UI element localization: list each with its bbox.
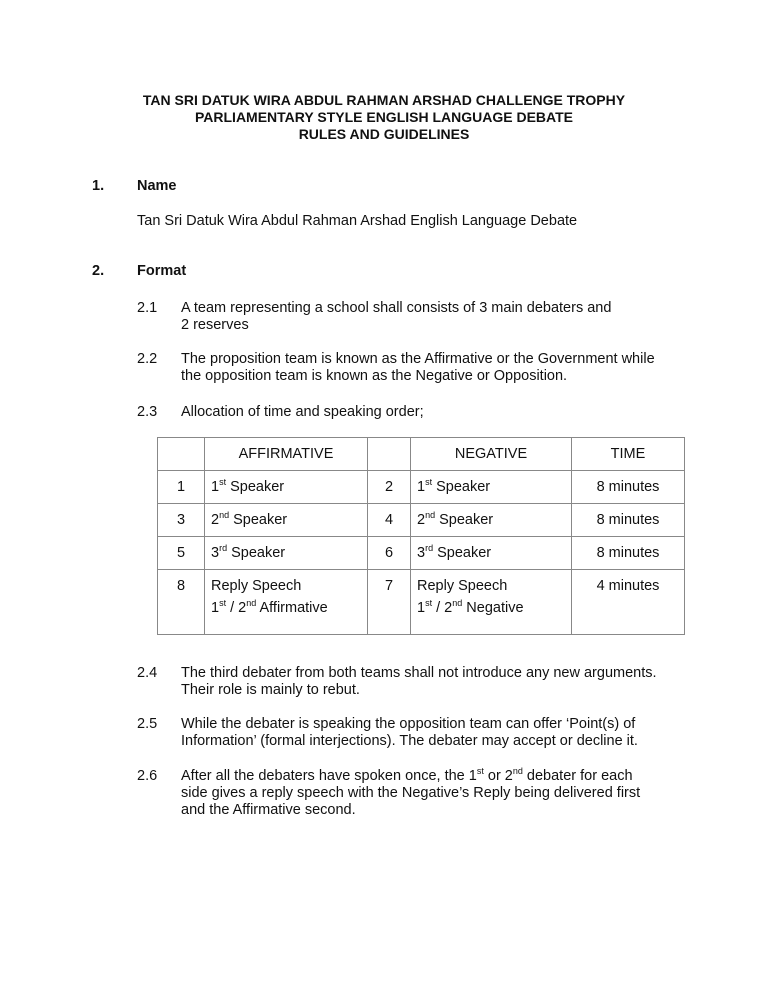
neg-order: 2 — [368, 471, 411, 504]
table-row — [158, 504, 685, 537]
item-2-5-line2: Information’ (formal interjections). The debater may accept or decline it. — [181, 733, 638, 749]
table-header-row — [158, 438, 685, 471]
item-2-1-line1: A team representing a school shall consists of 3 main debaters and — [181, 300, 612, 316]
table-header-time: TIME — [572, 438, 685, 471]
aff-order: 3 — [158, 504, 205, 537]
speech-time: 8 minutes — [572, 537, 685, 570]
neg-order: 4 — [368, 504, 411, 537]
item-2-5-line1: While the debater is speaking the opposition team can offer ‘Point(s) of — [181, 716, 636, 732]
speech-time: 8 minutes — [572, 504, 685, 537]
item-2-2-text — [181, 351, 701, 385]
item-2-5-number: 2.5 — [137, 716, 158, 732]
item-2-1-number: 2.1 — [137, 300, 158, 316]
document-title-line2: PARLIAMENTARY STYLE ENGLISH LANGUAGE DEBATE — [194, 109, 573, 125]
table-row — [158, 471, 685, 504]
item-2-3-number: 2.3 — [137, 404, 158, 420]
neg-speaker: 3rd Speaker — [411, 537, 572, 570]
speaking-order-table — [157, 437, 685, 635]
document-title-line1: TAN SRI DATUK WIRA ABDUL RAHMAN ARSHAD CHALLENGE TROPHY — [142, 92, 626, 108]
table-row-reply — [158, 570, 685, 635]
item-2-3-text: Allocation of time and speaking order; — [181, 404, 424, 420]
aff-reply-speech: Reply Speech 1st / 2nd Affirmative — [205, 570, 368, 635]
neg-speaker: 1st Speaker — [411, 471, 572, 504]
table-header-negative: NEGATIVE — [411, 438, 572, 471]
item-2-4-line1: The third debater from both teams shall not introduce any new arguments. — [181, 665, 657, 681]
section-2-heading: Format — [137, 263, 187, 279]
table-row — [158, 537, 685, 570]
item-2-5-text — [181, 716, 701, 750]
aff-speaker: 1st Speaker — [205, 471, 368, 504]
document-title-line3: RULES AND GUIDELINES — [298, 126, 470, 142]
neg-reply-order: 7 — [368, 570, 411, 635]
item-2-1-line2: 2 reserves — [181, 317, 249, 333]
item-2-6-number: 2.6 — [137, 768, 158, 784]
item-2-2-line1: The proposition team is known as the Affirmative or the Government while — [181, 351, 655, 367]
aff-order: 1 — [158, 471, 205, 504]
speech-time: 8 minutes — [572, 471, 685, 504]
item-2-2-line2: the opposition team is known as the Negative or Opposition. — [181, 368, 568, 384]
item-2-1-text — [181, 300, 701, 334]
item-2-4-line2: Their role is mainly to rebut. — [181, 682, 360, 698]
item-2-6-line1: After all the debaters have spoken once, the 1st or 2nd debater for each — [181, 766, 633, 784]
section-1-number: 1. — [92, 178, 105, 194]
item-2-4-text — [181, 665, 701, 699]
table-header-affirmative: AFFIRMATIVE — [205, 438, 368, 471]
section-1-text: Tan Sri Datuk Wira Abdul Rahman Arshad English Language Debate — [137, 213, 578, 229]
item-2-6-text — [181, 768, 701, 819]
section-2-number: 2. — [92, 263, 105, 279]
aff-reply-order: 8 — [158, 570, 205, 635]
table-header-blank — [158, 438, 205, 471]
aff-speaker: 3rd Speaker — [205, 537, 368, 570]
neg-reply-speech: Reply Speech 1st / 2nd Negative — [411, 570, 572, 635]
neg-order: 6 — [368, 537, 411, 570]
neg-speaker: 2nd Speaker — [411, 504, 572, 537]
section-1-heading: Name — [137, 178, 177, 194]
item-2-2-number: 2.2 — [137, 351, 158, 367]
table-header-blank — [368, 438, 411, 471]
item-2-6-line3: and the Affirmative second. — [181, 802, 356, 818]
reply-time: 4 minutes — [572, 570, 685, 635]
aff-order: 5 — [158, 537, 205, 570]
item-2-6-line2: side gives a reply speech with the Negative’s Reply being delivered first — [181, 785, 641, 801]
item-2-4-number: 2.4 — [137, 665, 158, 681]
aff-speaker: 2nd Speaker — [205, 504, 368, 537]
